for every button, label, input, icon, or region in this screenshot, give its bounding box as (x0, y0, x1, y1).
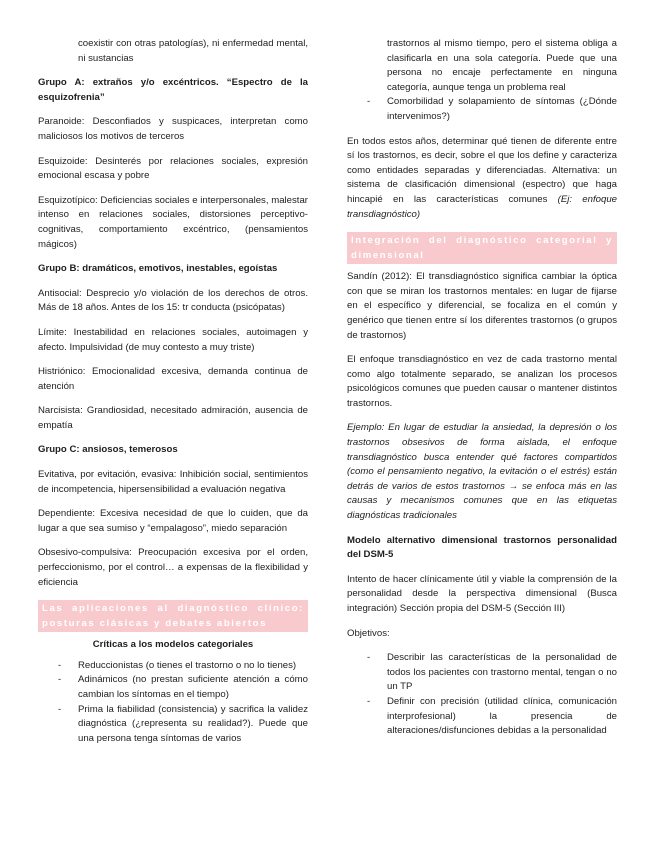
esquizoide-text: Esquizoide: Desinterés por relaciones sociales, expresión emocional escasa y pobre (38, 155, 308, 182)
objetivos-list (347, 651, 617, 739)
ejemplo-text: Ejemplo: En lugar de estudiar la ansiedad, la depresión o los trastornos obsesivos de forma aislada, el enfoque transdiagnóstico busca entender qué factores compartidos (como el pensamiento negativo, la evitación o el estrés) están detrás de varios de estos trastornos → se enfoca más en las causas y mecanismos comunes que en las etiquetas diagnósticas tradicionales (347, 422, 617, 522)
esquizotipico-text: Esquizotípico: Deficiencias sociales e interpersonales, malestar intenso en relaciones sociales, distorsiones perceptivo-cognitivas, comportamiento excéntrico, (pensamientos mágicos) (38, 194, 308, 250)
list-item: - Definir con precisión (utilidad clínica, comunicación interprofesional) la presencia de alteraciones/disfunciones debidas a la personalidad (347, 695, 617, 739)
list-item: - Describir las características de la personalidad de todos los pacientes con trastorno mental, tengan o no un TP (347, 651, 617, 695)
narcisista-text: Narcisista: Grandiosidad, necesitado admiración, ausencia de empatía (38, 405, 308, 431)
right-column (347, 37, 617, 749)
list-item: - Comorbilidad y solapamiento de síntomas (¿Dónde intervenimos?) (347, 95, 617, 124)
grupo-c-heading: Grupo C: ansiosos, temerosos (38, 444, 178, 456)
section-band-aplicaciones: Las aplicaciones al diagnóstico clínico: posturas clásicas y debates abiertos (38, 600, 308, 632)
criticas-list (38, 659, 308, 747)
list-item: - Adinámicos (no prestan suficiente atención a cómo cambian los síntomas en el tiempo) (38, 673, 308, 702)
list-item: - Reduccionistas (o tienes el trastorno o no lo tienes) (38, 659, 308, 674)
comorbilidad-list (347, 95, 617, 124)
en-todos-example: (Ej: enfoque transdiagnóstico) (347, 193, 617, 220)
limite-text: Límite: Inestabilidad en relaciones sociales, autoimagen y afecto. Impulsividad (de muy contesto a muy triste) (38, 326, 308, 353)
left-column (38, 37, 308, 756)
en-todos-paragraph (347, 135, 617, 223)
histrionico-text: Histriónico: Emocionalidad excesiva, demanda continua de atención (38, 366, 308, 392)
objetivos-label: Objetivos: (347, 627, 390, 639)
criticas-heading: Críticas a los modelos categoriales (92, 639, 254, 651)
list-item: - Prima la fiabilidad (consistencia) y sacrifica la validez diagnóstica (¿representa su realidad?). Puede que una persona tenga síntomas de varios (38, 703, 308, 747)
paranoide-text: Paranoide: Desconfiados y suspicaces, interpretan como maliciosos los motivos de terceros (38, 116, 308, 142)
antisocial-text: Antisocial: Desprecio y/o violación de los derechos de otros. Más de 18 años. Antes de los 15: tr conducta (psicópatas) (38, 287, 308, 314)
enfoque-text: El enfoque transdiagnóstico en vez de cada trastorno mental como algo totalmente separado, se analizan los procesos psicológicos comunes que pueden causar o mantener distintos trastornos. (347, 354, 617, 409)
modelo-heading: Modelo alternativo dimensional trastornos personalidad del DSM-5 (347, 534, 617, 561)
evitativa-text: Evitativa, por evitación, evasiva: Inhibición social, sentimientos de incompetencia, hipersensibilidad a evaluación negativa (38, 469, 308, 495)
intento-text: Intento de hacer clínicamente útil y viable la comprensión de la personalidad desde la perspectiva dimensional (Busca integración) Sección propia del DSM-5 (Sección III) (347, 573, 617, 614)
en-todos-text: En todos estos años, determinar qué tienen de diferente entre sí los trastornos, es decir, sobre el que los define y caracteriza como entidades separadas y diferenciadas. Alternativa: un sistema de clasificación dimensional (espectro) que haga hincapié en las características comunes (347, 135, 617, 205)
obsesivo-text: Obsesivo-compulsiva: Preocupación excesiva por el orden, perfeccionismo, por el control… a expensas de la flexibilidad y eficiencia (38, 547, 308, 588)
intro-continuation: coexistir con otras patologías), ni enfermedad mental, ni sustancias (78, 38, 308, 64)
grupo-b-heading: Grupo B: dramáticos, emotivos, inestables, egoístas (38, 263, 278, 275)
sandin-text: Sandín (2012): El transdiagnóstico significa cambiar la óptica con que se miran los trastornos mentales: en lugar de fijarse en el específico y diferencial, se focaliza en el común y genérico que tienen entre sí los diferentes trastornos (o grupos de trastornos) (347, 271, 617, 341)
section-band-integracion: Integración del diagnóstico categorial y dimensional (347, 232, 617, 264)
dependiente-text: Dependiente: Excesiva necesidad de que lo cuiden, que da lugar a que sea sumiso y “empalagoso”, miedo separación (38, 508, 308, 534)
continued-list-item: trastornos al mismo tiempo, pero el sistema obliga a clasificarla en una sola categoría. Puede que una persona no encaje perfectamente en ninguna categoría, aunque tenga un problema real (387, 38, 617, 93)
grupo-a-heading: Grupo A: extraños y/o excéntricos. “Espectro de la esquizofrenia” (38, 77, 308, 103)
